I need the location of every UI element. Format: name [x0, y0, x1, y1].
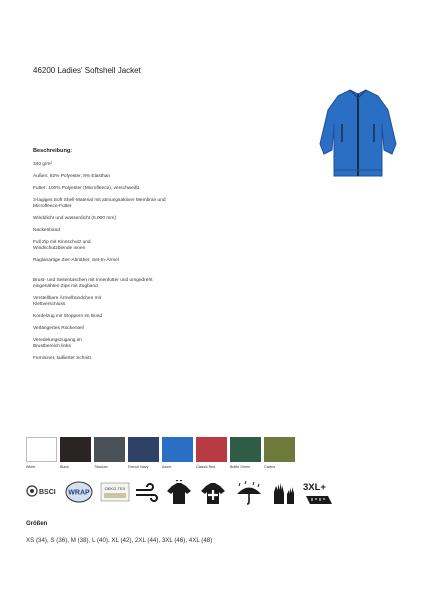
swatch-white[interactable] — [26, 437, 57, 462]
feature-icons-row — [26, 480, 346, 514]
swatch-french-navy[interactable] — [128, 437, 159, 462]
wrap-text: WRAP — [68, 489, 90, 497]
desc-lining: Futter: 100% Polyester (Microfleece), verschweißt — [33, 186, 140, 191]
shirt-plus-icon — [198, 480, 228, 506]
desc-material-1: 3-lagiges Soft Shell-Material mit atmungsaktiver Membran und — [33, 198, 166, 203]
desc-zip-1: Full Zip mit Kinnschutz und — [33, 240, 91, 245]
swatch-classic-red[interactable] — [196, 437, 227, 462]
swatch-label: Black — [60, 465, 69, 469]
desc-weight: 340 g/m² — [33, 162, 52, 167]
swatch-azure[interactable] — [162, 437, 193, 462]
desc-decoration-1: Veredelungszugang im — [33, 338, 82, 343]
desc-pockets-1: Brust- und Seitentaschen mit Innenfutter und umgedreht — [33, 278, 153, 283]
swatch-cactus[interactable] — [264, 437, 295, 462]
desc-material-2: Microfleece-Futter — [33, 204, 72, 209]
swatch-label: Azure — [162, 465, 172, 469]
swatch-label: Cactus — [264, 465, 276, 469]
wind-icon — [134, 482, 160, 504]
swatch-titanium[interactable] — [94, 437, 125, 462]
oeko-text: OEKO-TEX — [104, 486, 126, 491]
hands-icon — [268, 480, 298, 506]
size-badge-text: 3XL+ — [303, 482, 326, 493]
swatch-label: White — [26, 465, 36, 469]
desc-zip-2: Windschutzblende innen — [33, 246, 86, 251]
breathable-shirt-icon — [164, 480, 194, 506]
oeko-tex-logo-icon — [100, 482, 130, 502]
desc-neck: Nackenband — [33, 228, 60, 233]
desc-back: Verlängertes Rückenteil — [33, 326, 84, 331]
bsci-text: BSCI — [39, 489, 56, 496]
desc-cuffs-2: Klettverschluss — [33, 302, 66, 307]
swatch-black[interactable] — [60, 437, 91, 462]
umbrella-rain-icon — [234, 480, 264, 506]
description-lines — [33, 162, 293, 368]
swatch-label: French Navy — [128, 465, 149, 469]
desc-decoration-2: Brustbereich links — [33, 344, 71, 349]
sizes-heading: Größen — [26, 521, 48, 527]
desc-drawcord: Kordelzug mit Stoppern im Bund — [33, 314, 103, 319]
desc-cuffs-1: Verstellbare Ärmelbündchen mit — [33, 296, 101, 301]
product-title: 46200 Ladies' Softshell Jacket — [33, 66, 141, 75]
swatch-label: Bottle Green — [230, 465, 251, 469]
size-measure-icon — [302, 480, 338, 510]
description-label: Beschreibung: — [33, 148, 73, 154]
desc-waterproof: Winddicht und wasserdicht (5.000 mm) — [33, 216, 116, 221]
jacket-image — [308, 84, 408, 180]
desc-raglan: Raglanartige Zier-Abnäher, Set-In-Ärmel — [33, 258, 119, 263]
bsci-logo-icon — [26, 484, 60, 498]
wrap-logo-icon — [64, 480, 94, 504]
desc-pockets-2: eingenähten Zips mit Zugband — [33, 284, 98, 289]
swatch-bottle-green[interactable] — [230, 437, 261, 462]
swatch-label: Classic Red — [196, 465, 216, 469]
desc-fit: Femininer, taillierter Schnitt. — [33, 356, 93, 361]
swatch-label: Titanium — [94, 465, 108, 469]
desc-outer: Außen: 92% Polyester, 8% Elasthan — [33, 174, 111, 179]
sizes-list: XS (34), S (36), M (38), L (40), XL (42), 2XL (44), 3XL (46), 4XL (48) — [26, 537, 213, 544]
